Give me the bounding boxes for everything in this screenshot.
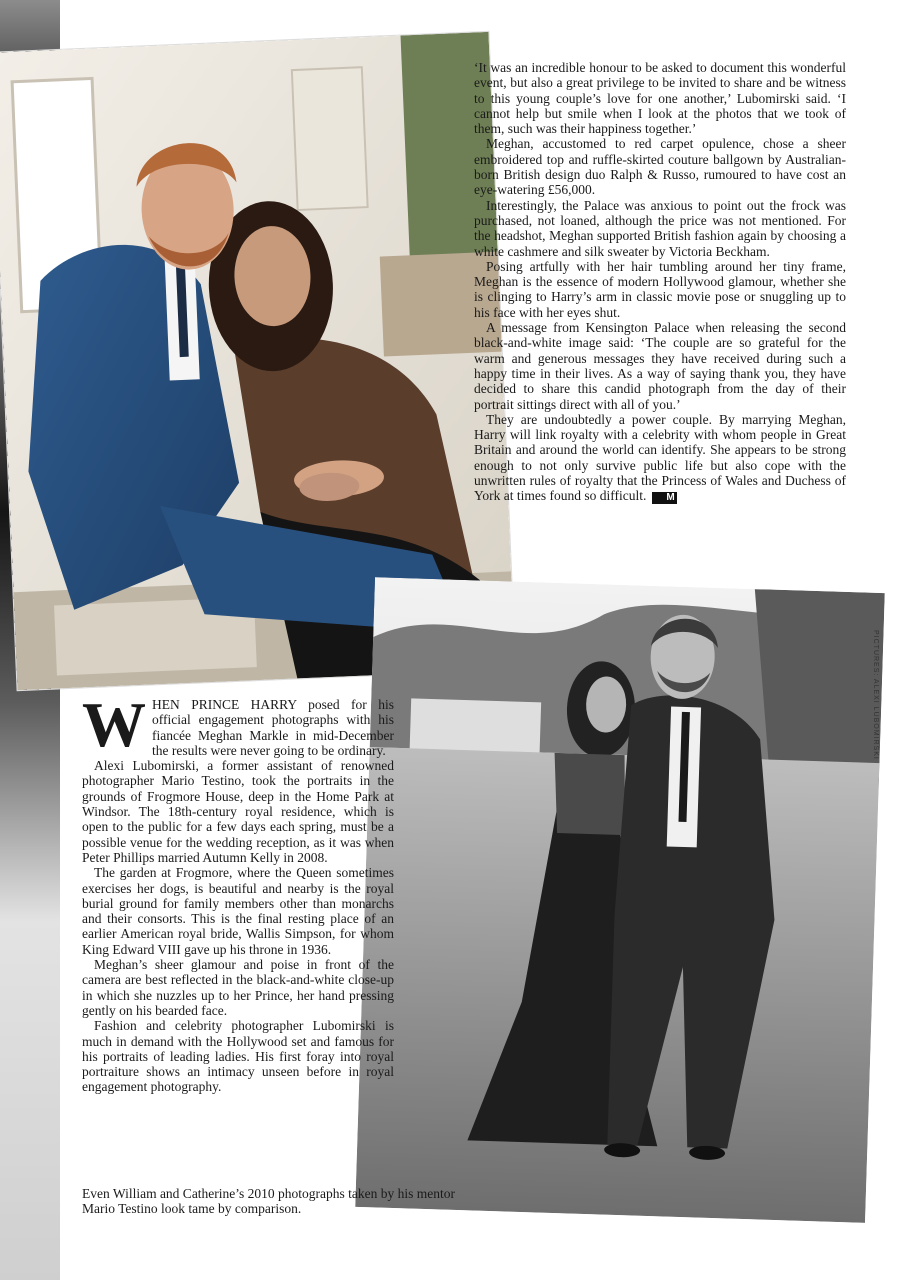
paragraph-text: They are undoubtedly a power couple. By marrying Meghan, Harry will link royalty with a celebrity with whom people in Great Britain and around the world can identify. She appears to be strong enough to not only survive public life but also cope with the unwritten rules of royalty that the Princess of Wales and Duchess of York at times found so difficult. xyxy=(474,411,846,504)
paragraph: The garden at Frogmore, where the Queen sometimes exercises her dogs, is beautiful and nearby is the royal burial ground for family members other than monarchs and their consorts. This is the final resting place of an earlier American royal bride, Wallis Simpson, for whom King Edward VIII gave up his throne in 1936. xyxy=(82,865,394,957)
paragraph: Meghan, accustomed to red carpet opulence, chose a sheer embroidered top and ruffle-skirted couture ballgown by Australian-born British design duo Ralph & Russo, rumoured to have cost an eye-watering £56,000. xyxy=(474,136,846,198)
closing-lines: Even William and Catherine’s 2010 photographs taken by his mentor Mario Testino look tame by comparison. xyxy=(82,1186,456,1217)
paragraph: ‘It was an incredible honour to be asked to document this wonderful event, but also a great privilege to be invited to share and be witness to this young couple’s love for one another,’ Lubomirski said. ‘I cannot help but smile when I look at the photos that we took of them, such was their happiness together.’ xyxy=(474,60,846,137)
left-text-column xyxy=(82,689,394,1095)
drop-cap: W xyxy=(82,689,146,760)
paragraph: Alexi Lubomirski, a former assistant of renowned photographer Mario Testino, took the portraits in the grounds of Frogmore House, deep in the Home Park at Windsor. The 18th-century royal residence, which is open to the public for a few days each spring, must be a possible venue for the wedding reception, as it was when Peter Phillips married Autumn Kelly in 2008. xyxy=(82,758,394,865)
paragraph: A message from Kensington Palace when releasing the second black-and-white image said: ‘The couple are so grateful for the warm and generous messages they have received during such a happy time in their lives. As a way of saying thank you, they have decided to share this candid photograph from the day of their portrait sittings direct with all of you.’ xyxy=(474,320,846,412)
opening-paragraph xyxy=(82,689,394,760)
paragraph: Interestingly, the Palace was anxious to point out the frock was purchased, not loaned, although the price was not mentioned. For the headshot, Meghan supported British fashion again by choosing a white cashmere and silk sweater by Victoria Beckham. xyxy=(474,197,846,259)
black-and-white-engagement-photo xyxy=(355,577,885,1223)
end-of-article-mark: M xyxy=(652,492,676,504)
paragraph-final xyxy=(474,412,846,504)
photo-credit: PICTURES: ALEXI LUBOMIRSKI xyxy=(872,630,879,760)
paragraph: Posing artfully with her hair tumbling around her tiny frame, Meghan is the essence of modern Hollywood glamour, whether she is clinging to Harry’s arm in classic movie pose or snuggling up to his face with her eyes shut. xyxy=(474,258,846,320)
paragraph: Fashion and celebrity photographer Lubomirski is much in demand with the Hollywood set and famous for his portraits of leading ladies. His first foray into royal portraiture shows an intimacy unseen before in royal engagement photography. xyxy=(82,1018,394,1095)
bw-photo-illustration xyxy=(355,577,885,1223)
opening-text: HEN PRINCE HARRY posed for his official engagement photographs with his fiancée Meghan Markle in mid-December the results were never going to be ordinary. xyxy=(152,697,394,758)
right-text-column xyxy=(474,60,846,504)
paragraph: Meghan’s sheer glamour and poise in front of the camera are best reflected in the black-and-white close-up in which she nuzzles up to her Prince, her hand pressing gently on his bearded face. xyxy=(82,957,394,1018)
